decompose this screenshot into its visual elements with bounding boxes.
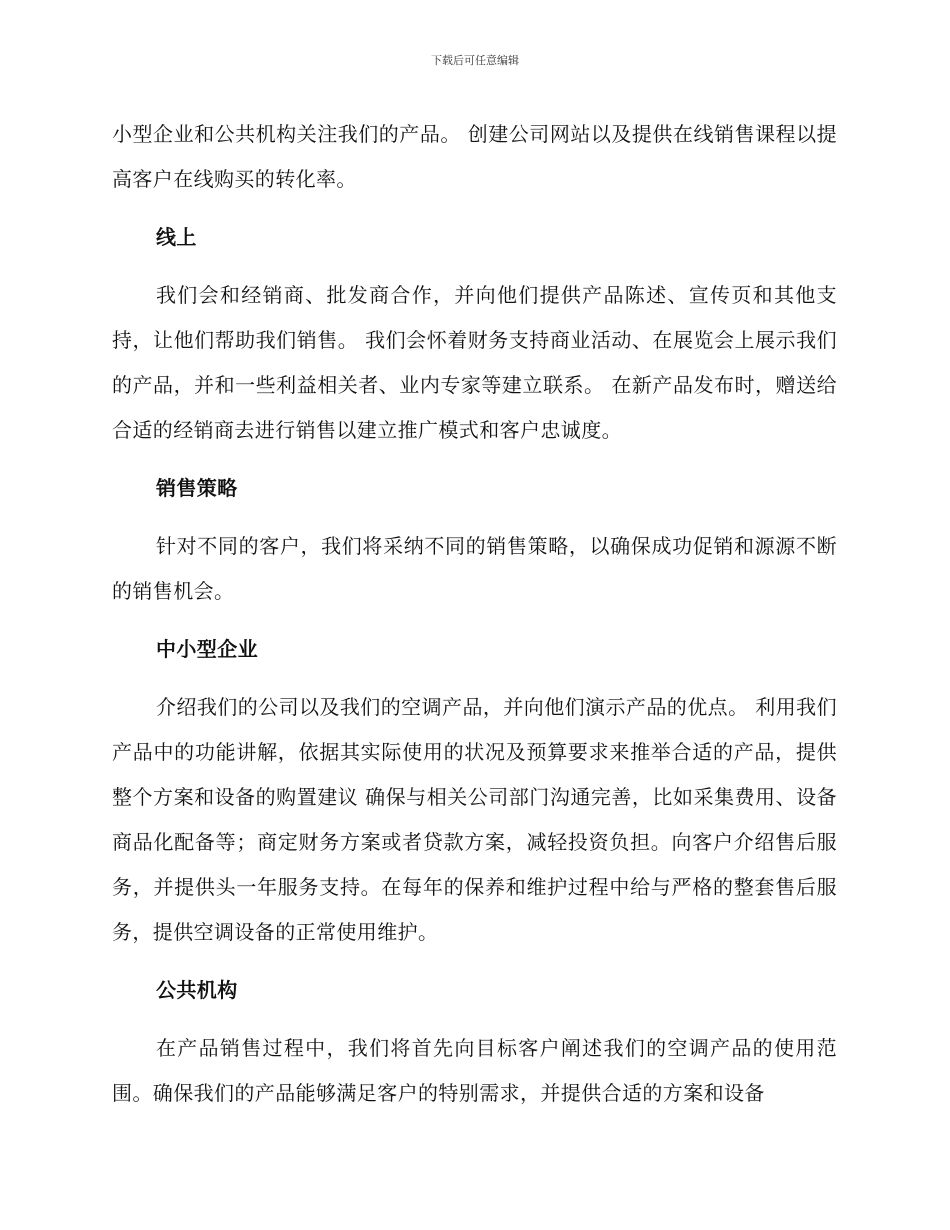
- spacer: [112, 1013, 837, 1026]
- spacer: [112, 955, 837, 968]
- document-body: [112, 112, 837, 1116]
- heading-online: 线上: [156, 225, 197, 249]
- paragraph-public-institutions: 在产品销售过程中，我们将首先向目标客户阐述我们的空调产品的使用范围。确保我们的产品能够满足客户的特别需求，并提供合适的方案和设备: [112, 1036, 837, 1105]
- heading-sales-strategy: 销售策略: [156, 476, 238, 500]
- page-header: 下载后可任意编辑: [431, 54, 519, 67]
- spacer: [112, 614, 837, 627]
- spacer: [112, 672, 837, 685]
- spacer: [112, 202, 837, 215]
- paragraph-sme: 介绍我们的公司以及我们的空调产品，并向他们演示产品的优点。 利用我们产品中的功能讲解，依据其实际使用的状况及预算要求来推举合适的产品，提供整个方案和设备的购置建议 确保与相关公司部门沟通完善，比如采集费用、设备商品化配备等；商定财务方案或者贷款方案，减轻投资负担。向客户介绍售后服务，并提供头一年服务支持。在每年的保养和维护过程中给与严格的整套售后服务，提供空调设备的正常使用维护。: [112, 695, 837, 944]
- spacer: [112, 453, 837, 466]
- heading-public-institutions: 公共机构: [156, 978, 238, 1002]
- heading-sme: 中小型企业: [156, 637, 258, 661]
- paragraph-intro: 小型企业和公共机构关注我们的产品。 创建公司网站以及提供在线销售课程以提高客户在线购买的转化率。: [112, 122, 837, 191]
- spacer: [112, 511, 837, 524]
- paragraph-sales-strategy: 针对不同的客户，我们将采纳不同的销售策略，以确保成功促销和源源不断的销售机会。: [112, 534, 837, 603]
- spacer: [112, 260, 837, 273]
- paragraph-online: 我们会和经销商、批发商合作，并向他们提供产品陈述、宣传页和其他支持，让他们帮助我们销售。 我们会怀着财务支持商业活动、在展览会上展示我们的产品，并和一些利益相关者、业内专家等建立联系。 在新产品发布时，赠送给合适的经销商去进行销售以建立推广模式和客户忠诚度。: [112, 283, 837, 442]
